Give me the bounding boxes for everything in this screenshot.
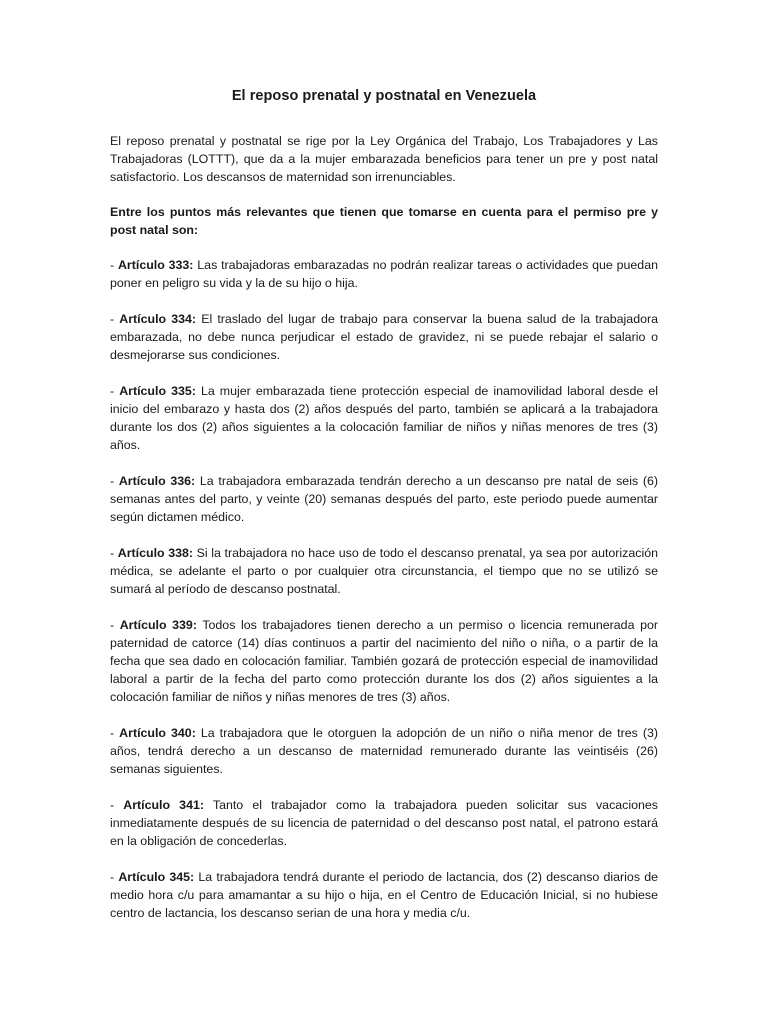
article-334	[110, 310, 658, 364]
article-label: Artículo 335:	[119, 384, 196, 398]
article-text: La trabajadora embarazada tendrán derecho a un descanso pre natal de seis (6) semanas antes del parto, y veinte (20) semanas después del parto, este periodo puede aumentar según dictamen médico.	[110, 474, 658, 524]
article-label: Artículo 334:	[119, 312, 197, 326]
article-336	[110, 472, 658, 526]
article-345	[110, 868, 658, 922]
article-label: Artículo 339:	[119, 618, 197, 632]
article-label: Artículo 340:	[119, 726, 196, 740]
article-text: La mujer embarazada tiene protección especial de inamovilidad laboral desde el inicio del embarazo y hasta dos (2) años después del parto, también se aplicará a la trabajadora durante los dos (2) años siguientes a la colocación familiar de niños y niñas menores de tres (3) años.	[110, 384, 658, 452]
article-333	[110, 256, 658, 292]
article-text: Las trabajadoras embarazadas no podrán realizar tareas o actividades que puedan poner en peligro su vida y la de su hijo o hija.	[110, 258, 658, 290]
article-text: Tanto el trabajador como la trabajadora pueden solicitar sus vacaciones inmediatamente después de su licencia de paternidad o del descanso post natal, el patrono estará en la obligación de concederlas.	[110, 798, 658, 848]
article-dash: -	[110, 312, 120, 326]
article-335	[110, 382, 658, 454]
article-text: Si la trabajadora no hace uso de todo el descanso prenatal, ya sea por autorización médica, se adelante el parto o por cualquier otra circunstancia, el tiempo que no se utilizó se sumará al período de descanso postnatal.	[110, 546, 658, 596]
article-dash: -	[110, 726, 120, 740]
article-label: Artículo 333:	[117, 258, 194, 272]
article-340	[110, 724, 658, 778]
intro-paragraph: El reposo prenatal y postnatal se rige por la Ley Orgánica del Trabajo, Los Trabajadores y Las Trabajadoras (LOTTT), que da a la mujer embarazada beneficios para tener un pre y post natal satisfactorio. Los descansos de maternidad son irrenunciables.	[110, 134, 658, 184]
article-label: Artículo 336:	[118, 474, 196, 488]
article-dash: -	[110, 618, 120, 632]
document-title: El reposo prenatal y postnatal en Venezuela	[231, 88, 537, 104]
article-text: La trabajadora que le otorguen la adopción de un niño o niña menor de tres (3) años, tendrá derecho a un descanso de maternidad remunerado durante las veintiséis (26) semanas siguientes.	[110, 726, 659, 776]
lead-paragraph: Entre los puntos más relevantes que tienen que tomarse en cuenta para el permiso pre y post natal son:	[110, 205, 658, 237]
article-338	[110, 544, 658, 598]
document-page	[110, 86, 658, 940]
article-label: Artículo 338:	[117, 546, 194, 560]
article-dash: -	[110, 798, 124, 812]
article-dash: -	[110, 546, 118, 560]
article-text: Todos los trabajadores tienen derecho a un permiso o licencia remunerada por paternidad de catorce (14) días continuos a partir del nacimiento del niño o niña, o a partir de la fecha que sea dado en colocación familiar. También gozará de protección especial de inamovilidad laboral a partir de la fecha del parto como protección durante los dos (2) años siguientes a la colocación familiar de niños y niñas menores de tres (3) años.	[110, 618, 658, 704]
article-dash: -	[110, 384, 120, 398]
article-dash: -	[110, 474, 119, 488]
article-text: El traslado del lugar de trabajo para conservar la buena salud de la trabajadora embarazada, no debe nunca perjudicar el estado de gravidez, ni se puede rebajar el salario o desmejorarse sus condiciones.	[110, 312, 658, 362]
article-341	[110, 796, 658, 850]
article-dash: -	[110, 258, 118, 272]
article-dash: -	[110, 870, 119, 884]
article-339	[110, 616, 658, 706]
article-label: Artículo 345:	[118, 870, 195, 884]
article-text: La trabajadora tendrá durante el periodo de lactancia, dos (2) descanso diarios de medio hora c/u para amamantar a su hijo o hija, en el Centro de Educación Inicial, si no hubiese centro de lactancia, los descanso serian de una hora y media c/u.	[110, 870, 658, 920]
article-label: Artículo 341:	[123, 798, 204, 812]
